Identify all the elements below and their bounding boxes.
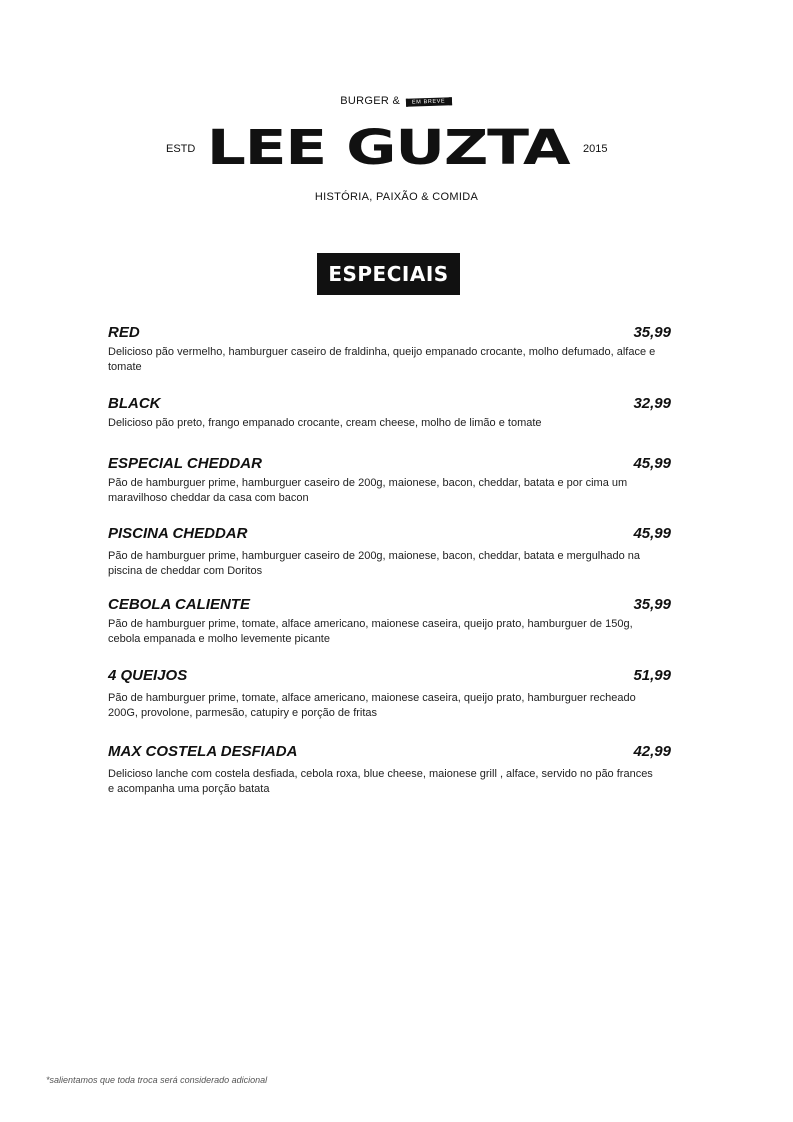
menu-item <box>108 667 671 721</box>
menu-item-name: BLACK <box>108 395 161 412</box>
menu-item <box>108 395 671 431</box>
menu-item-name: MAX COSTELA DESFIADA <box>108 743 298 760</box>
coming-soon-badge: EM BREVE <box>406 97 452 107</box>
menu-item-price: 45,99 <box>633 525 671 542</box>
menu-item-price: 51,99 <box>633 667 671 684</box>
menu-item-description: Pão de hamburguer prime, tomate, alface americano, maionese caseira, queijo prato, hamburguer recheado 200G, provolone, parmesão, catupiry e porção de fritas <box>108 692 636 719</box>
menu-item-price: 35,99 <box>633 596 671 613</box>
menu-item-price: 42,99 <box>633 743 671 760</box>
tagline-prefix: BURGER & <box>340 95 401 107</box>
menu-item <box>108 525 671 579</box>
menu-item-name: PISCINA CHEDDAR <box>108 525 248 542</box>
menu-item-description: Pão de hamburguer prime, hamburguer caseiro de 200g, maionese, bacon, cheddar, batata e mergulhado na piscina de cheddar com Doritos <box>108 550 641 577</box>
menu-item-name: 4 QUEIJOS <box>108 667 188 684</box>
estd-label: ESTD <box>166 143 196 155</box>
menu-item <box>108 743 671 797</box>
established-year: 2015 <box>583 143 608 155</box>
menu-item <box>108 324 671 375</box>
brand-logo-text: LEE GUZTA <box>206 120 570 176</box>
menu-item-description: Delicioso pão preto, frango empanado crocante, cream cheese, molho de limão e tomate <box>108 417 542 429</box>
brand-subtitle: HISTÓRIA, PAIXÃO & COMIDA <box>314 191 479 203</box>
menu-item-name: ESPECIAL CHEDDAR <box>108 455 262 472</box>
menu-item-price: 32,99 <box>633 395 671 412</box>
menu-item-price: 35,99 <box>633 324 671 341</box>
section-title: ESPECIAIS <box>317 253 460 295</box>
menu-item-price: 45,99 <box>633 455 671 472</box>
menu-item-description: Pão de hamburguer prime, tomate, alface americano, maionese caseira, queijo prato, hamburguer de 150g, cebola empanada e molho levemente picante <box>108 618 633 645</box>
footnote: *salientamos que toda troca será considerado adicional <box>46 1075 268 1085</box>
menu-item-description: Pão de hamburguer prime, hamburguer caseiro de 200g, maionese, bacon, cheddar, batata e por cima um maravilhoso cheddar da casa com bacon <box>108 477 628 504</box>
menu-item-description: Delicioso lanche com costela desfiada, cebola roxa, blue cheese, maionese grill , alface, servido no pão frances e acompanha uma porção batata <box>108 768 653 795</box>
menu-item <box>108 596 671 647</box>
menu-item-description: Delicioso pão vermelho, hamburguer caseiro de fraldinha, queijo empanado crocante, molho defumado, alface e tomate <box>108 346 656 373</box>
menu-item <box>108 455 671 506</box>
menu-item-name: CEBOLA CALIENTE <box>108 596 250 613</box>
menu-item-name: RED <box>108 324 140 341</box>
tagline <box>0 95 793 107</box>
